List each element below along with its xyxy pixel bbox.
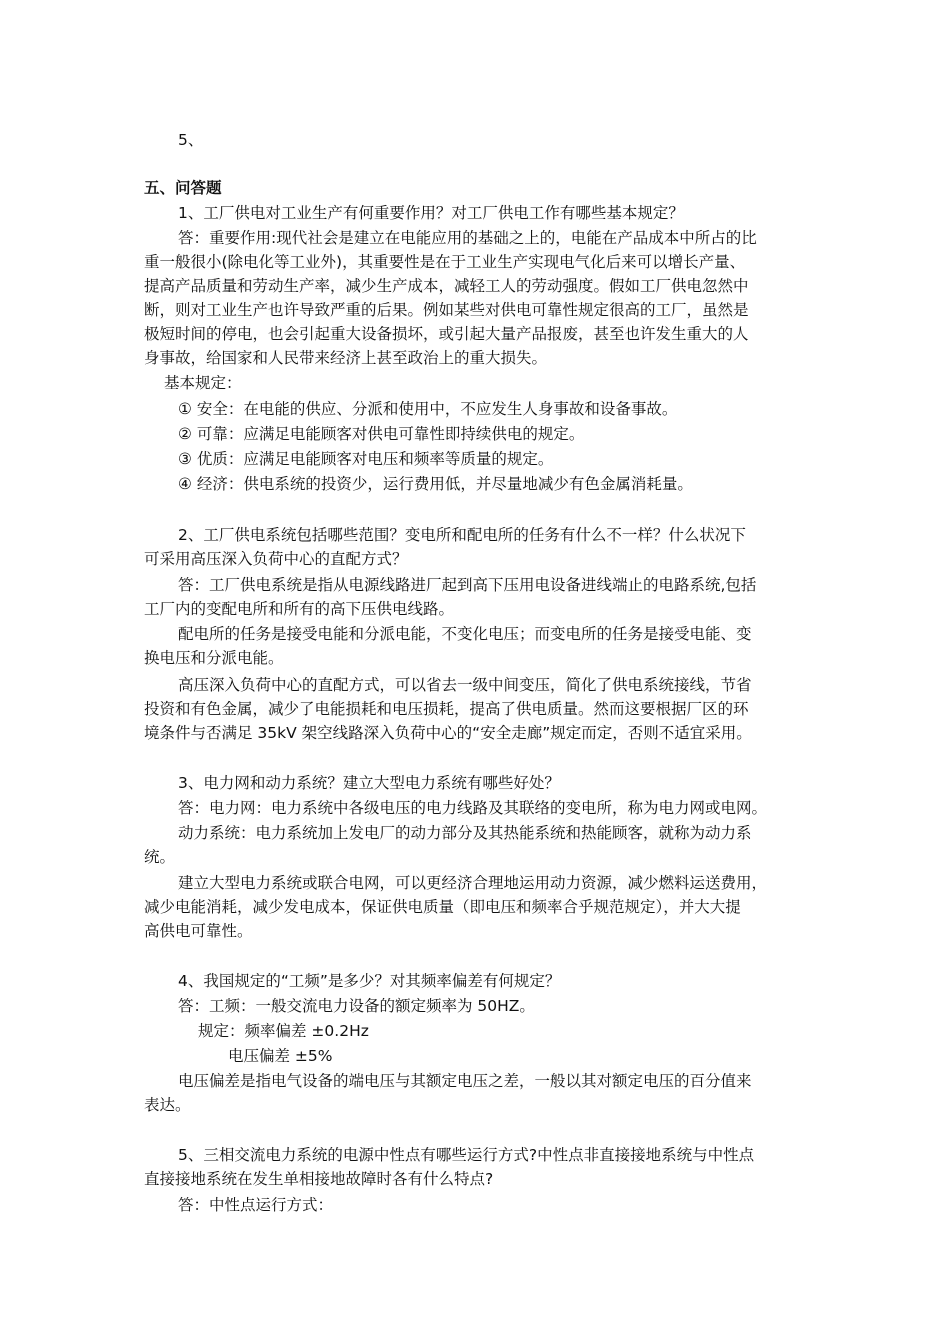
answer-line: 答：重要作用:现代社会是建立在电能应用的基础之上的，电能在产品成本中所占的比	[178, 229, 757, 247]
answer-line: 答：工频：一般交流电力设备的额定频率为 50HZ。	[178, 997, 535, 1015]
answer-line: 电压偏差是指电气设备的端电压与其额定电压之差，一般以其对额定电压的百分值来	[178, 1072, 752, 1090]
answer-line: 断，则对工业生产也许导致严重的后果。例如某些对供电可靠性规定很高的工厂，虽然是	[144, 301, 749, 319]
answer-line: 答：工厂供电系统是指从电源线路进厂起到高下压用电设备进线端止的电路系统,包括	[178, 576, 757, 594]
answer-line: 答：中性点运行方式：	[178, 1196, 334, 1214]
question-1: 1、工厂供电对工业生产有何重要作用？对工厂供电工作有哪些基本规定？	[178, 204, 684, 222]
answer-line: 身事故，给国家和人民带来经济上甚至政治上的重大损失。	[144, 349, 548, 367]
answer-line: 建立大型电力系统或联合电网，可以更经济合理地运用动力资源，减少燃料运送费用，	[178, 874, 768, 892]
list-item: ④ 经济：供电系统的投资少，运行费用低，并尽量地减少有色金属消耗量。	[178, 475, 693, 493]
answer-line: 境条件与否满足 35kV 架空线路深入负荷中心的“安全走廊”规定而定，否则不适宜采用。	[144, 724, 752, 742]
answer-line: 电压偏差 ±5%	[228, 1047, 333, 1065]
question-2-cont: 可采用高压深入负荷中心的直配方式？	[144, 550, 408, 568]
answer-line: 高供电可靠性。	[144, 922, 253, 940]
answer-line: 表达。	[144, 1096, 191, 1114]
question-4: 4、我国规定的“工频”是多少？对其频率偏差有何规定？	[178, 972, 561, 990]
answer-line: 工厂内的变配电所和所有的高下压供电线路。	[144, 600, 455, 618]
answer-line: 重一般很小(除电化等工业外)，其重要性是在于工业生产实现电气化后来可以增长产量、	[144, 253, 746, 271]
section-heading: 五、问答题	[144, 179, 222, 197]
answer-line: 规定：频率偏差 ±0.2Hz	[198, 1022, 369, 1040]
question-2: 2、工厂供电系统包括哪些范围？变电所和配电所的任务有什么不一样？什么状况下	[178, 526, 746, 544]
answer-line: 高压深入负荷中心的直配方式，可以省去一级中间变压，简化了供电系统接线，节省	[178, 676, 752, 694]
answer-line: 配电所的任务是接受电能和分派电能，不变化电压；而变电所的任务是接受电能、变	[178, 625, 752, 643]
answer-line: 减少电能消耗，减少发电成本，保证供电质量（即电压和频率合乎规范规定），并大大提	[144, 898, 741, 916]
list-number: 5、	[178, 131, 204, 149]
list-item: ③ 优质：应满足电能顾客对电压和频率等质量的规定。	[178, 450, 554, 468]
answer-line: 极短时间的停电，也会引起重大设备损坏，或引起大量产品报废，甚至也许发生重大的人	[144, 325, 749, 343]
answer-line: 统。	[144, 848, 176, 866]
answer-line: 提高产品质量和劳动生产率，减少生产成本，减轻工人的劳动强度。假如工厂供电忽然中	[144, 277, 749, 295]
answer-line: 投资和有色金属，减少了电能损耗和电压损耗，提高了供电质量。然而这要根据厂区的环	[144, 700, 749, 718]
answer-line: 动力系统：电力系统加上发电厂的动力部分及其热能系统和热能顾客，就称为动力系	[178, 824, 752, 842]
list-item: ② 可靠：应满足电能顾客对供电可靠性即持续供电的规定。	[178, 425, 585, 443]
answer-line: 答：电力网：电力系统中各级电压的电力线路及其联络的变电所，称为电力网或电网。	[178, 799, 768, 817]
question-5: 5、三相交流电力系统的电源中性点有哪些运行方式?中性点非直接接地系统与中性点	[178, 1146, 755, 1164]
answer-line: 换电压和分派电能。	[144, 649, 284, 667]
question-3: 3、电力网和动力系统？建立大型电力系统有哪些好处？	[178, 774, 560, 792]
question-5-cont: 直接接地系统在发生单相接地故障时各有什么特点?	[144, 1170, 494, 1188]
subheading: 基本规定：	[164, 374, 242, 392]
list-item: ① 安全：在电能的供应、分派和使用中，不应发生人身事故和设备事故。	[178, 400, 678, 418]
